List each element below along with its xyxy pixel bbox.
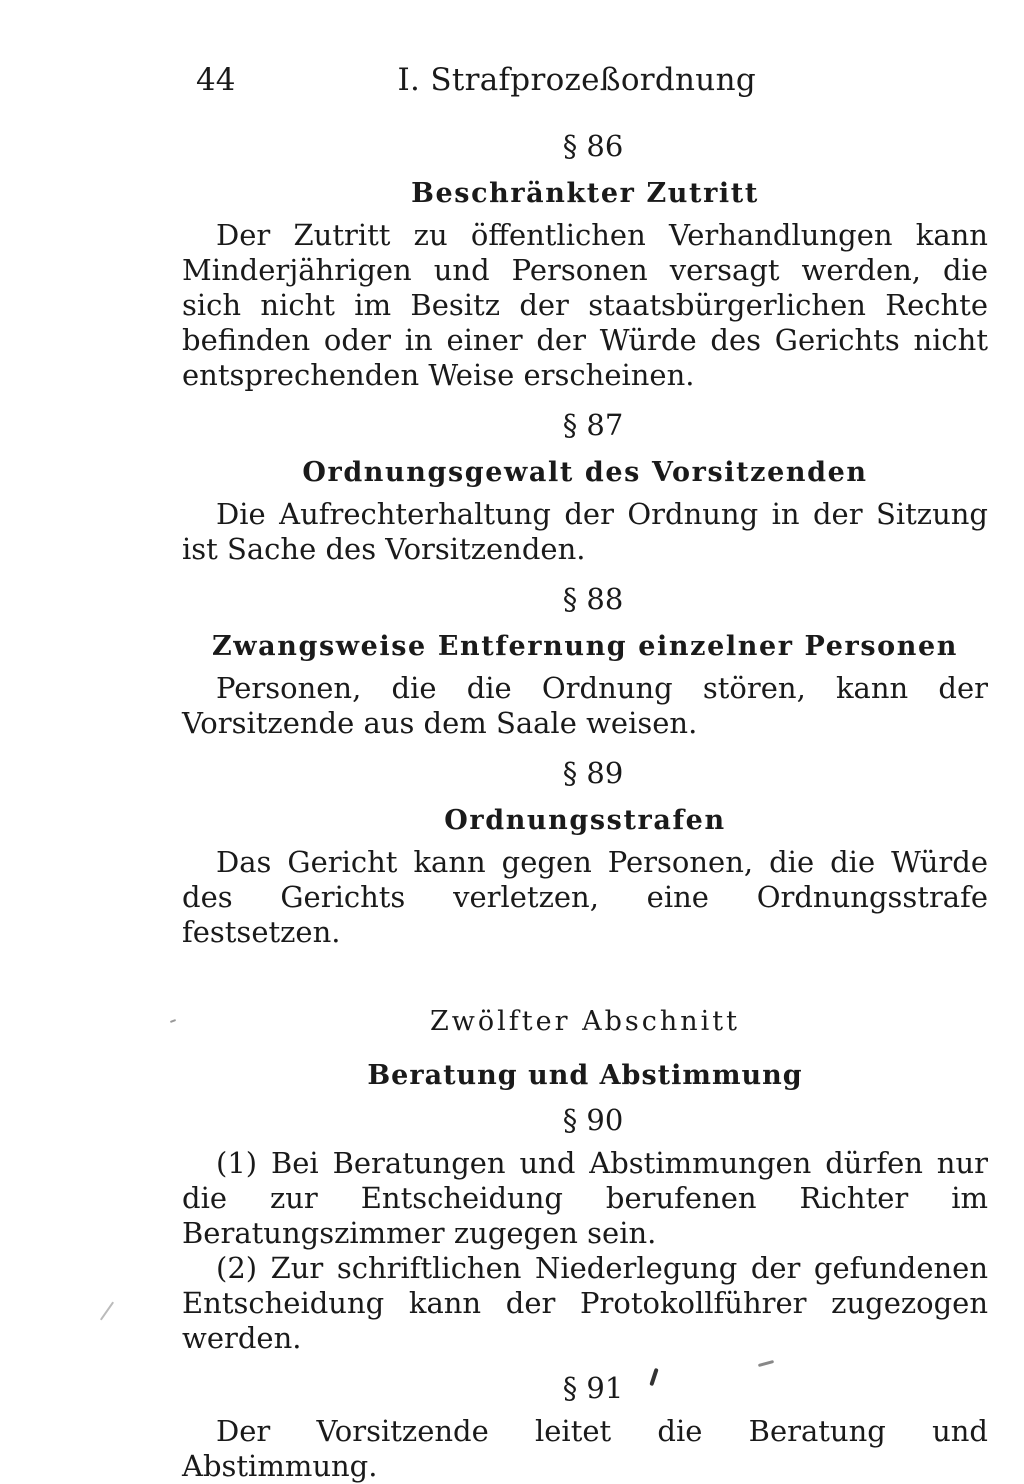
section-text-89: Das Gericht kann gegen Personen, die die Würde des Gerichts verletzen, eine Ordnungsstrafe festsetzen. (182, 845, 988, 949)
page-header (196, 62, 756, 106)
scan-speck (170, 1019, 176, 1023)
section-number-89: § 89 (562, 756, 624, 790)
section-text-86: Der Zutritt zu öffentlichen Verhandlungen kann Minderjährigen und Personen versagt werden, die sich nicht im Besitz der staatsbürgerlichen Rechte befinden oder in einer der Würde des Gerichts nicht entsprechenden Weise erscheinen. (182, 218, 988, 392)
section-text-90-1: (1) Bei Beratungen und Abstimmungen dürfen nur die zur Entscheidung berufenen Richter im Beratungszimmer zugegen sein. (182, 1146, 988, 1250)
section-title-86: Beschränkter Zutritt (411, 178, 759, 209)
section-number-91: § 91 (562, 1371, 624, 1405)
section-text-90-2: (2) Zur schriftlichen Niederlegung der gefundenen Entscheidung kann der Protokollführer zugezogen werden. (182, 1251, 988, 1355)
page-content (182, 128, 988, 1484)
section-number-88: § 88 (562, 582, 624, 616)
section-title-88: Zwangsweise Entfernung einzelner Personen (212, 631, 958, 662)
section-text-87: Die Aufrechterhaltung der Ordnung in der Sitzung ist Sache des Vorsitzenden. (182, 497, 988, 566)
page-number: 44 (196, 62, 236, 98)
chapter-label: Zwölfter Abschnitt (430, 1006, 740, 1037)
section-number-87: § 87 (562, 408, 624, 442)
chapter-title: Beratung und Abstimmung (367, 1060, 803, 1091)
section-title-87: Ordnungsgewalt des Vorsitzenden (302, 457, 868, 488)
section-number-86: § 86 (562, 129, 624, 163)
scan-speck (100, 1301, 114, 1320)
section-number-90: § 90 (562, 1103, 624, 1137)
section-title-89: Ordnungsstrafen (444, 805, 726, 836)
section-text-88: Personen, die die Ordnung stören, kann der Vorsitzende aus dem Saale weisen. (182, 671, 988, 740)
running-title: I. Strafprozeßordnung (397, 62, 756, 98)
section-text-91: Der Vorsitzende leitet die Beratung und Abstimmung. (182, 1414, 988, 1483)
